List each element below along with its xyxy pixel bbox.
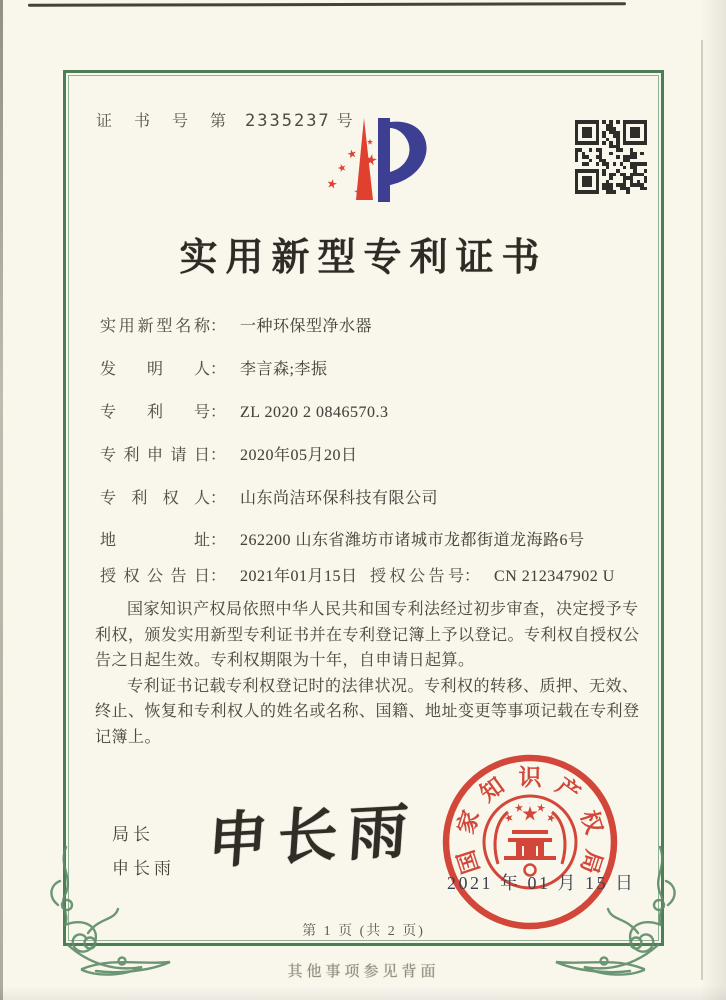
qr-code (575, 120, 647, 194)
certificate-number-suffix: 号 (336, 113, 362, 130)
field-label: 授权公告日 (100, 568, 210, 585)
field-label: 专利号 (100, 404, 210, 421)
field-label: 授权公告号 (370, 568, 464, 585)
field-label: 发明人 (100, 361, 210, 378)
scan-artifact-right (700, 0, 726, 1000)
certificate-number-prefix: 证 书 号 第 (96, 113, 236, 130)
field-colon: ： (210, 404, 227, 421)
back-note: 其他事项参见背面 (287, 964, 440, 980)
field-row-patentee (100, 485, 438, 508)
corner-ornament-left (38, 845, 178, 995)
field-value: 山东尚洁环保科技有限公司 (240, 490, 439, 507)
field-colon: ： (210, 568, 227, 585)
page-indicator: 第 1 页 (共 2 页) (302, 924, 425, 939)
seal-char: 知 (475, 772, 509, 807)
seal-char: 识 (518, 765, 542, 790)
field-colon: ： (210, 361, 227, 378)
seal-char: 家 (453, 807, 485, 837)
field-label: 专利申请日 (100, 447, 210, 464)
cnipa-logo-icon (318, 110, 458, 218)
field-label: 实用新型名称 (100, 318, 210, 335)
certificate-title: 实用新型专利证书 (179, 237, 548, 279)
signature-handwriting: 申长雨 (205, 797, 420, 876)
legal-paragraph-2: 专利证书记载专利权登记时的法律状况。专利权的转移、质押、无效、终止、恢复和专利权人的姓名或名称、国籍、地址变更等事项记载在专利登记簿上。 (95, 677, 640, 746)
field-row-patent-number (100, 399, 388, 422)
legal-text (95, 597, 644, 750)
field-value: 262200 山东省潍坊市诸城市龙都街道龙海路6号 (240, 532, 585, 549)
field-value: 一种环保型净水器 (240, 318, 373, 335)
field-colon: ： (210, 532, 227, 549)
certificate-number-value: 2335237 (245, 111, 331, 131)
scan-artifact-left (0, 0, 3, 1000)
field-row-address (100, 527, 585, 550)
field-label: 地址 (100, 532, 210, 549)
seal-char: 权 (575, 807, 607, 837)
field-value: 2021年01月15日 (240, 568, 358, 585)
seal-char: 国 (453, 847, 485, 877)
field-colon: ： (464, 568, 481, 585)
field-value: 李言森;李振 (240, 361, 328, 378)
seal-date-stamp: 2021 年 01 月 15 日 (447, 873, 636, 893)
signer-role: 局长 (112, 825, 154, 844)
field-row-grant (100, 563, 645, 586)
field-colon: ： (210, 318, 227, 335)
signer-name: 申长雨 (112, 859, 175, 878)
field-value: CN 212347902 U (494, 568, 615, 585)
legal-paragraph-1: 国家知识产权局依照中华人民共和国专利法经过初步审查，决定授予专利权，颁发实用新型专利证书并在专利登记簿上予以登记。专利权自授权公告之日起生效。专利权期限为十年，自申请日起算。 (95, 601, 640, 669)
field-value: ZL 2020 2 0846570.3 (240, 404, 389, 421)
corner-ornament-right (548, 845, 688, 995)
field-label: 专利权人 (100, 490, 210, 507)
field-row-inventor (100, 356, 327, 379)
field-row-application-date (100, 442, 358, 465)
field-pair-grant-number (370, 563, 615, 586)
field-colon: ： (210, 447, 227, 464)
seal-char: 产 (551, 772, 585, 807)
seal-char: 局 (575, 847, 607, 877)
field-value: 2020年05月20日 (240, 447, 358, 464)
scan-artifact-top (28, 2, 626, 7)
field-colon: ： (210, 490, 227, 507)
page-edge-line (701, 40, 703, 980)
field-row-utility-model-name (100, 313, 372, 336)
